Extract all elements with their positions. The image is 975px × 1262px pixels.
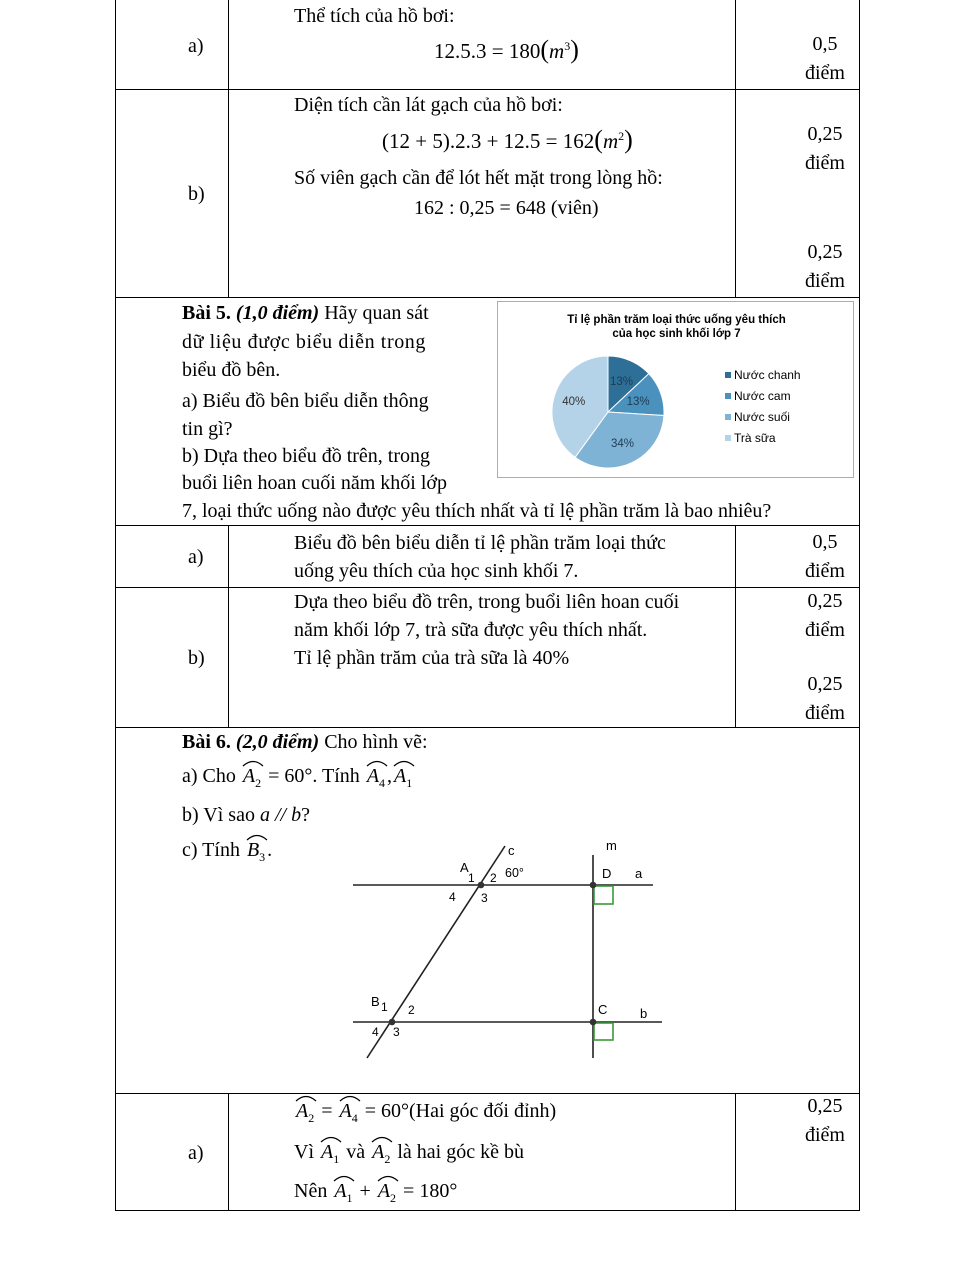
- angle-b3: $B_3$: [245, 838, 267, 869]
- question-heading: Bài 6. (2,0 điểm) Cho hình vẽ:: [182, 731, 428, 753]
- answer-text: Diện tích cần lát gạch của hồ bơi:: [294, 94, 563, 116]
- grid-line: [859, 727, 860, 1093]
- label-c: c: [508, 843, 515, 858]
- label-b2: 2: [408, 1003, 415, 1017]
- angle-hat: [294, 1094, 318, 1102]
- row-label: b): [188, 183, 205, 205]
- chart-subtitle: của học sinh khối lớp 7: [612, 328, 741, 340]
- question-b: b) Vì sao a // b?: [182, 804, 310, 826]
- label-B: B: [371, 994, 380, 1009]
- formula: 162 : 0,25 = 648 (viên): [414, 197, 599, 219]
- legend-swatch: [725, 393, 731, 399]
- row-label: a): [188, 546, 204, 568]
- label-angle: 60°: [505, 866, 524, 880]
- answer-text: năm khối lớp 7, trà sữa được yêu thích nhất.: [294, 619, 648, 641]
- angle-a1: $A_1$: [332, 1179, 354, 1210]
- points: 0,5 điểm: [805, 531, 845, 582]
- angle-a4: $A_4$: [338, 1099, 360, 1130]
- answer-text: Biểu đồ bên biểu diễn tỉ lệ phần trăm loại thức: [294, 532, 666, 554]
- grid-line: [735, 1093, 736, 1211]
- question-text: buổi liên hoan cuối năm khối lớp: [182, 472, 447, 494]
- legend-entry-nuoc-chanh: Nước chanh: [734, 368, 801, 382]
- point-c: [590, 1019, 597, 1026]
- legend-entry-tra-sua: Trà sữa: [734, 431, 776, 445]
- chart-title: Tỉ lệ phần trăm loại thức uống yêu thích: [567, 314, 786, 326]
- row-label: a): [188, 35, 204, 57]
- points: 0,25 điểm: [805, 590, 845, 641]
- points: 0,25 điểm: [805, 1095, 845, 1146]
- grid-line: [115, 727, 860, 728]
- data-label-nuoc-chanh: 13%: [609, 375, 634, 388]
- grid-line: [228, 0, 229, 297]
- grid-line: [228, 525, 229, 727]
- question-text: dữ liệu được biểu diễn trong: [182, 331, 427, 353]
- geometry-figure: [340, 830, 680, 1070]
- label-a: a: [635, 866, 643, 881]
- line-c: [367, 846, 505, 1058]
- grid-line: [228, 1093, 229, 1211]
- angle-hat: [370, 1135, 394, 1143]
- answer-text: Vì $A_1$ và $A_2$ là hai góc kề bù: [294, 1140, 524, 1171]
- label-A: A: [460, 860, 469, 875]
- question-a: a) Cho $A_2 = 60^\circ$. Tính $A_4$ , $A_1$: [182, 764, 414, 795]
- label-a2: 2: [490, 871, 497, 885]
- grid-line: [859, 297, 860, 525]
- question-text: tin gì?: [182, 418, 233, 440]
- question-text: 7, loại thức uống nào được yêu thích nhất và tỉ lệ phần trăm là bao nhiêu?: [182, 500, 772, 522]
- right-angle-mark-c: [594, 1023, 613, 1040]
- points: 0,25 điểm: [805, 241, 845, 292]
- answer-text: Số viên gạch cần để lót hết mặt trong lòng hồ:: [294, 167, 663, 189]
- grid-line: [115, 0, 116, 297]
- grid-line: [115, 297, 116, 525]
- angle-hat: [338, 1094, 362, 1102]
- points: 0,25 điểm: [805, 123, 845, 174]
- grid-line: [735, 525, 736, 727]
- label-b1: 1: [381, 1000, 388, 1014]
- angle-hat: [376, 1174, 400, 1182]
- grid-line: [115, 525, 116, 727]
- grid-line: [115, 727, 116, 1093]
- angle-a2: $A_2$: [370, 1140, 392, 1171]
- angle-a1: $A_1$: [392, 764, 414, 795]
- grid-line: [115, 1093, 860, 1094]
- label-m: m: [606, 838, 617, 853]
- pie-svg: [498, 302, 853, 477]
- data-label-nuoc-suoi: 34%: [610, 437, 634, 450]
- row-label: b): [188, 647, 205, 669]
- angle-hat: [365, 759, 389, 767]
- point-d: [590, 882, 597, 889]
- pie-chart: [497, 301, 854, 478]
- legend-swatch: [725, 372, 731, 378]
- grid-line: [115, 297, 860, 298]
- grid-line: [115, 525, 860, 526]
- points: 0,5 điểm: [805, 33, 845, 84]
- grid-line: [115, 587, 860, 588]
- formula: $(12 + 5).2.3 + 12.5 = 162(m^2)$: [382, 125, 633, 154]
- data-label-nuoc-cam: 13%: [626, 396, 650, 409]
- points: 0,25 điểm: [805, 673, 845, 724]
- answer-text: Thể tích của hồ bơi:: [294, 5, 455, 27]
- answer-text: Tỉ lệ phần trăm của trà sữa là 40%: [294, 647, 570, 669]
- grid-line: [115, 89, 860, 90]
- answer-text: Nên $A_1$ + $A_2 = 180^\circ$: [294, 1179, 457, 1210]
- label-a4: 4: [449, 890, 456, 904]
- row-label: a): [188, 1142, 204, 1164]
- angle-a2: $A_2$: [294, 1099, 316, 1130]
- point-a: [478, 882, 485, 889]
- label-b4: 4: [372, 1025, 379, 1039]
- question-heading: Bài 5. (1,0 điểm) Hãy quan sát: [182, 302, 429, 324]
- legend-entry-nuoc-suoi: Nước suối: [734, 410, 790, 424]
- legend-swatch: [725, 414, 731, 420]
- grid-line: [115, 1093, 116, 1211]
- question-text: b) Dựa theo biểu đồ trên, trong: [182, 445, 430, 467]
- angle-hat: [319, 1135, 343, 1143]
- angle-hat: [245, 833, 269, 841]
- label-b3: 3: [393, 1025, 400, 1039]
- grid-line: [735, 0, 736, 297]
- question-text: biểu đồ bên.: [182, 359, 281, 381]
- angle-a4: $A_4$: [365, 764, 387, 795]
- label-a1: 1: [468, 871, 475, 885]
- angle-a2: $A_2$: [376, 1179, 398, 1210]
- label-D: D: [602, 866, 612, 881]
- angle-hat: [241, 759, 265, 767]
- legend-swatch: [725, 435, 731, 441]
- angle-a1: $A_1$: [319, 1140, 341, 1171]
- legend-entry-nuoc-cam: Nước cam: [734, 389, 791, 403]
- angle-hat: [392, 759, 416, 767]
- grid-line: [115, 1210, 860, 1211]
- label-a3: 3: [481, 891, 488, 905]
- answer-text: Dựa theo biểu đồ trên, trong buổi liên hoan cuối: [294, 591, 680, 613]
- angle-a2: $A_2$: [241, 764, 263, 795]
- question-c: c) Tính $B_3$ .: [182, 838, 272, 869]
- question-text: a) Biểu đồ bên biểu diễn thông: [182, 390, 429, 412]
- answer-text: uống yêu thích của học sinh khối 7.: [294, 560, 579, 582]
- label-b: b: [640, 1006, 648, 1021]
- formula: $12.5.3 = 180(m^3)$: [434, 35, 579, 64]
- answer-text: $A_2$ = $A_4 = 60^\circ(Hai$ góc đối đỉnh): [294, 1099, 556, 1130]
- angle-hat: [332, 1174, 356, 1182]
- right-angle-mark-d: [594, 886, 613, 904]
- label-C: C: [598, 1002, 608, 1017]
- data-label-tra-sua: 40%: [562, 395, 586, 408]
